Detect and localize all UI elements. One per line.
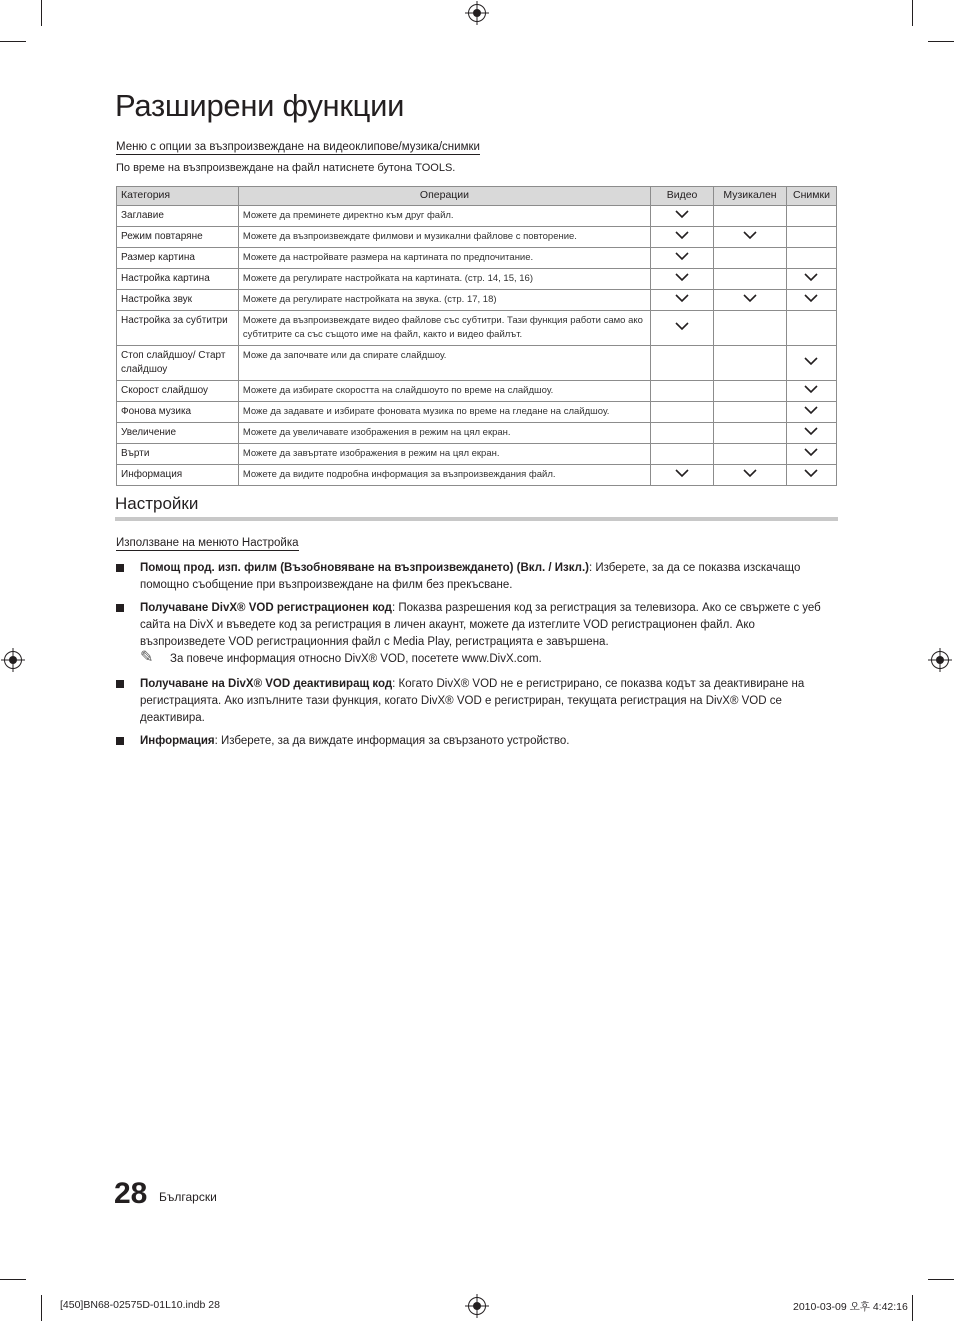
table-row bbox=[117, 269, 837, 290]
row-operation: Можете да възпроизвеждате филмови и музикални файлове с повторение. bbox=[238, 227, 650, 248]
item-description: : Изберете, за да виждате информация за свързаното устройство. bbox=[214, 735, 570, 747]
page-language: Български bbox=[159, 1190, 217, 1204]
playback-menu-heading: Меню с опции за възпроизвеждане на видеоклипове/музика/снимки bbox=[116, 141, 480, 153]
crop-mark bbox=[928, 1279, 954, 1280]
item-label: Информация bbox=[140, 735, 215, 747]
checkmark-icon bbox=[743, 294, 757, 303]
row-photo-support bbox=[786, 402, 836, 423]
item-description: : Изберете, за да се показва изскачащо помощно съобщение при възпроизвеждане на филм без прекъсване. bbox=[140, 562, 801, 591]
row-video-support bbox=[651, 402, 714, 423]
row-operation: Можете да регулирате настройката на звука. (стр. 17, 18) bbox=[238, 290, 650, 311]
item-label: Помощ прод. изп. филм (Възобновяване на възпроизвеждането) (Вкл. / Изкл.) bbox=[140, 562, 589, 574]
playback-menu-intro: По време на възпроизвеждане на файл натиснете бутона TOOLS. bbox=[116, 162, 456, 174]
crop-mark bbox=[912, 1295, 913, 1321]
settings-heading: Използване на менюто Настройка bbox=[116, 537, 299, 549]
item-label: Получаване DivX® VOD регистрационен код bbox=[140, 602, 392, 614]
row-music-support bbox=[714, 269, 787, 290]
registration-mark-icon bbox=[468, 4, 486, 22]
table-row bbox=[117, 444, 837, 465]
row-music-support bbox=[714, 248, 787, 269]
section-divider bbox=[115, 517, 838, 521]
row-operation: Можете да възпроизвеждате видео файлове със субтитри. Тази функция работи само ако субтитрите са със същото име на файл, както и видео файлът. bbox=[238, 311, 650, 346]
row-category: Скорост слайдшоу bbox=[117, 381, 239, 402]
crop-mark bbox=[0, 41, 26, 42]
table-row bbox=[117, 381, 837, 402]
playback-options-table bbox=[116, 186, 837, 486]
checkmark-icon bbox=[804, 448, 818, 457]
row-photo-support bbox=[786, 248, 836, 269]
row-video-support bbox=[651, 465, 714, 486]
registration-mark-icon bbox=[4, 651, 22, 669]
bullet-square-icon bbox=[116, 680, 124, 688]
row-photo-support bbox=[786, 381, 836, 402]
table-row bbox=[117, 206, 837, 227]
row-video-support bbox=[651, 227, 714, 248]
checkmark-icon bbox=[804, 273, 818, 282]
settings-section-title: Настройки bbox=[115, 494, 199, 513]
column-header: Снимки bbox=[786, 187, 836, 206]
row-category: Информация bbox=[117, 465, 239, 486]
checkmark-icon bbox=[804, 357, 818, 366]
table-row bbox=[117, 227, 837, 248]
row-music-support bbox=[714, 444, 787, 465]
item-label: Получаване на DivX® VOD деактивиращ код bbox=[140, 678, 393, 690]
row-operation: Можете да настройвате размера на картината по предпочитание. bbox=[238, 248, 650, 269]
row-video-support bbox=[651, 248, 714, 269]
column-header: Видео bbox=[651, 187, 714, 206]
print-file-info: [450]BN68-02575D-01L10.indb 28 bbox=[60, 1299, 220, 1311]
checkmark-icon bbox=[675, 322, 689, 331]
crop-mark bbox=[928, 41, 954, 42]
row-video-support bbox=[651, 381, 714, 402]
row-operation: Можете да завъртате изображения в режим на цял екран. bbox=[238, 444, 650, 465]
row-music-support bbox=[714, 381, 787, 402]
row-photo-support bbox=[786, 290, 836, 311]
list-item bbox=[116, 676, 826, 727]
note-text: За повече информация относно DivX® VOD, посетете www.DivX.com. bbox=[170, 653, 542, 665]
table-row bbox=[117, 248, 837, 269]
row-operation: Можете да регулирате настройката на картината. (стр. 14, 15, 16) bbox=[238, 269, 650, 290]
list-item bbox=[116, 560, 826, 594]
registration-mark-icon bbox=[468, 1297, 486, 1315]
print-timestamp: 2010-03-09 오후 4:42:16 bbox=[793, 1301, 908, 1313]
checkmark-icon bbox=[804, 385, 818, 394]
list-item bbox=[116, 600, 826, 651]
settings-list bbox=[116, 560, 826, 756]
checkmark-icon bbox=[804, 427, 818, 436]
item-description: : Когато DivX® VOD не е регистрирано, се показва кодът за деактивиране на регистрацията. Ако изпълните тази функция, когато DivX® VOD е регистриран, текущата регистрация на DivX® VOD се деактивира. bbox=[140, 678, 805, 724]
checkmark-icon bbox=[743, 469, 757, 478]
row-operation: Можете да видите подробна информация за възпроизвеждания файл. bbox=[238, 465, 650, 486]
row-photo-support bbox=[786, 311, 836, 346]
row-music-support bbox=[714, 206, 787, 227]
row-video-support bbox=[651, 290, 714, 311]
row-operation: Можете да преминете директно към друг файл. bbox=[238, 206, 650, 227]
checkmark-icon bbox=[675, 469, 689, 478]
row-video-support bbox=[651, 346, 714, 381]
checkmark-icon bbox=[743, 231, 757, 240]
row-category: Стоп слайдшоу/ Старт слайдшоу bbox=[117, 346, 239, 381]
crop-mark bbox=[0, 1279, 26, 1280]
crop-mark bbox=[912, 0, 913, 26]
table-row bbox=[117, 423, 837, 444]
row-video-support bbox=[651, 311, 714, 346]
column-header: Музикален bbox=[714, 187, 787, 206]
row-photo-support bbox=[786, 206, 836, 227]
row-photo-support bbox=[786, 269, 836, 290]
row-video-support bbox=[651, 206, 714, 227]
row-operation: Можете да увеличавате изображения в режим на цял екран. bbox=[238, 423, 650, 444]
checkmark-icon bbox=[804, 469, 818, 478]
table-row bbox=[117, 402, 837, 423]
bullet-square-icon bbox=[116, 604, 124, 612]
row-video-support bbox=[651, 423, 714, 444]
row-category: Настройка картина bbox=[117, 269, 239, 290]
row-operation: Можете да избирате скоростта на слайдшоуто по време на слайдшоу. bbox=[238, 381, 650, 402]
table-row bbox=[117, 465, 837, 486]
row-music-support bbox=[714, 227, 787, 248]
row-category: Фонова музика bbox=[117, 402, 239, 423]
row-photo-support bbox=[786, 465, 836, 486]
crop-mark bbox=[41, 1295, 42, 1321]
row-photo-support bbox=[786, 423, 836, 444]
row-category: Настройка звук bbox=[117, 290, 239, 311]
row-category: Увеличение bbox=[117, 423, 239, 444]
row-category: Размер картина bbox=[117, 248, 239, 269]
checkmark-icon bbox=[675, 294, 689, 303]
row-operation: Може да започвате или да спирате слайдшоу. bbox=[238, 346, 650, 381]
row-music-support bbox=[714, 423, 787, 444]
checkmark-icon bbox=[675, 252, 689, 261]
checkmark-icon bbox=[804, 294, 818, 303]
checkmark-icon bbox=[675, 210, 689, 219]
row-category: Върти bbox=[117, 444, 239, 465]
registration-mark-icon bbox=[931, 651, 949, 669]
table-row bbox=[117, 311, 837, 346]
table-row bbox=[117, 290, 837, 311]
page-title: Разширени функции bbox=[115, 88, 405, 123]
column-header: Операции bbox=[238, 187, 650, 206]
row-photo-support bbox=[786, 346, 836, 381]
row-category: Режим повтаряне bbox=[117, 227, 239, 248]
page-number: 28 bbox=[114, 1177, 148, 1210]
row-video-support bbox=[651, 444, 714, 465]
row-music-support bbox=[714, 290, 787, 311]
item-description: : Показва разрешения код за регистрация за телевизора. Ако се свържете с уеб сайта на DivX и въведете код за регистрация в личен акаунт, можете да изтеглите VOD регистрационен файл. Ако възпроизведете VOD регистрационния файл с Media Play, регистрацията е завършена. bbox=[140, 602, 821, 648]
row-music-support bbox=[714, 402, 787, 423]
table-row bbox=[117, 346, 837, 381]
table-header-row bbox=[117, 187, 837, 206]
row-category: Настройка за субтитри bbox=[117, 311, 239, 346]
row-video-support bbox=[651, 269, 714, 290]
crop-mark bbox=[41, 0, 42, 26]
column-header: Категория bbox=[117, 187, 239, 206]
checkmark-icon bbox=[675, 231, 689, 240]
bullet-square-icon bbox=[116, 564, 124, 572]
row-music-support bbox=[714, 346, 787, 381]
row-category: Заглавие bbox=[117, 206, 239, 227]
list-item bbox=[116, 733, 826, 750]
row-photo-support bbox=[786, 444, 836, 465]
pencil-note-icon: ✎ bbox=[140, 649, 154, 666]
row-photo-support bbox=[786, 227, 836, 248]
note bbox=[116, 651, 826, 668]
bullet-square-icon bbox=[116, 737, 124, 745]
row-music-support bbox=[714, 311, 787, 346]
row-operation: Може да задавате и избирате фоновата музика по време на гледане на слайдшоу. bbox=[238, 402, 650, 423]
row-music-support bbox=[714, 465, 787, 486]
checkmark-icon bbox=[675, 273, 689, 282]
checkmark-icon bbox=[804, 406, 818, 415]
